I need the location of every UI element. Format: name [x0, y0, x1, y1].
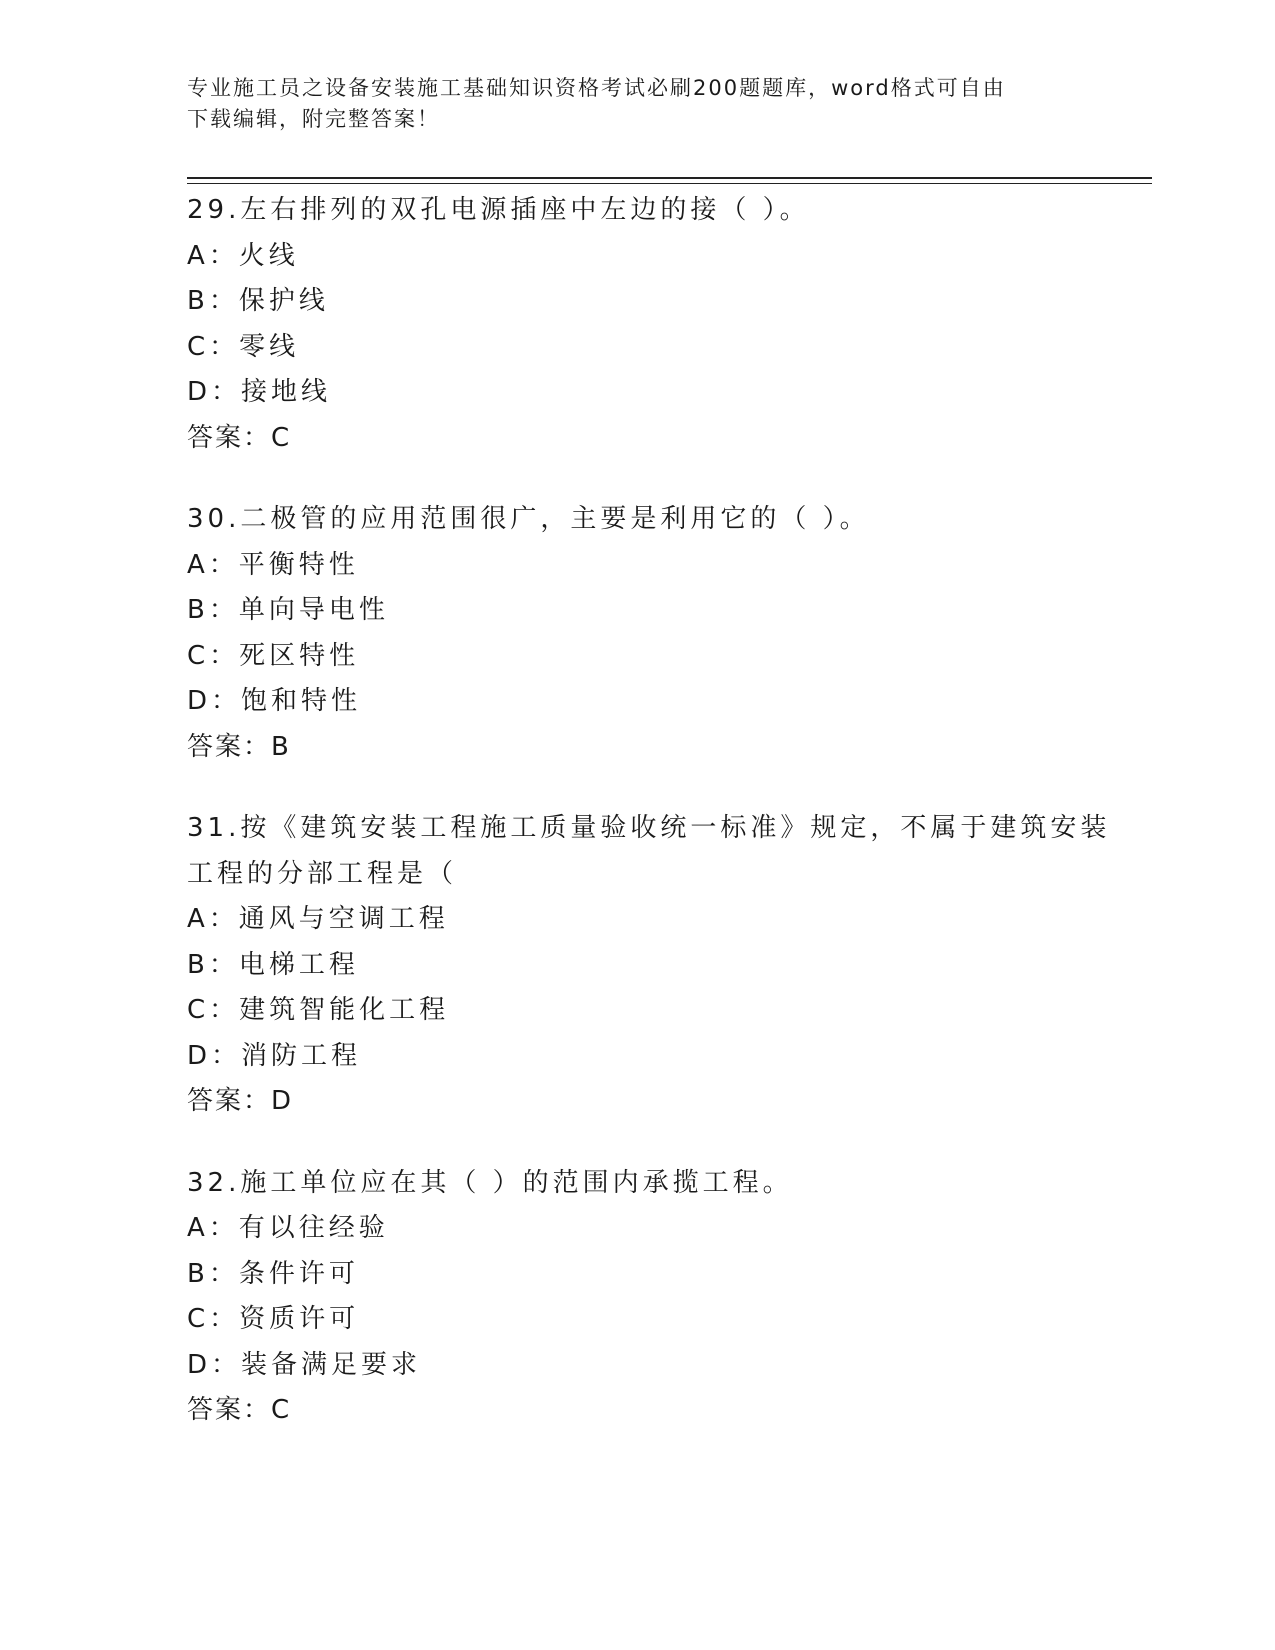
question-stem-line-2: 工程的分部工程是（ — [187, 858, 458, 889]
answer-value: D — [271, 1086, 293, 1116]
option-d: D：消防工程 — [187, 1040, 362, 1071]
answer-label: 答案： — [187, 1395, 272, 1425]
option-c: C：死区特性 — [187, 640, 360, 671]
answer-value: B — [271, 731, 290, 762]
option-c: C：零线 — [187, 331, 300, 362]
answer-label: 答案： — [187, 731, 272, 762]
question-29 — [187, 188, 1107, 461]
answer-line — [187, 725, 1107, 771]
question-list — [187, 188, 1111, 1470]
question-30 — [187, 497, 1107, 770]
option-c: C：资质许可 — [187, 1304, 360, 1334]
option-b: B：单向导电性 — [187, 595, 389, 625]
option-a: A：平衡特性 — [187, 549, 359, 580]
answer-value: C — [271, 1395, 291, 1425]
question-stem-line-1: 31.按《建筑安装工程施工质量验收统一标准》规定，不属于建筑安装 — [187, 813, 1111, 843]
option-b: B：电梯工程 — [187, 949, 359, 980]
answer-line — [187, 1388, 1107, 1434]
option-b: B：保护线 — [187, 286, 329, 316]
option-a: A：有以往经验 — [187, 1213, 389, 1243]
header-line-1: 专业施工员之设备安装施工基础知识资格考试必刷200题题库，word格式可自由 — [187, 76, 1006, 100]
question-32 — [187, 1161, 1107, 1434]
option-d: D：装备满足要求 — [187, 1349, 422, 1380]
question-31 — [187, 806, 1111, 1125]
document-header — [187, 73, 1077, 135]
header-rule-thin — [187, 183, 1152, 184]
option-d: D：接地线 — [187, 377, 332, 407]
answer-label: 答案： — [187, 1086, 272, 1116]
option-d: D：饱和特性 — [187, 686, 362, 716]
question-stem: 29.左右排列的双孔电源插座中左边的接（ ）。 — [187, 195, 810, 225]
answer-line — [187, 1079, 1107, 1125]
answer-line — [187, 416, 1107, 462]
option-a: A：火线 — [187, 240, 299, 271]
option-c: C：建筑智能化工程 — [187, 995, 450, 1025]
option-b: B：条件许可 — [187, 1258, 359, 1289]
question-stem: 30.二极管的应用范围很广，主要是利用它的（ ）。 — [187, 504, 870, 534]
header-line-2: 下载编辑，附完整答案！ — [187, 107, 440, 131]
answer-value: C — [271, 422, 291, 453]
question-stem: 32.施工单位应在其（ ）的范围内承揽工程。 — [187, 1167, 793, 1198]
answer-label: 答案： — [187, 422, 272, 453]
header-rule-thick — [187, 177, 1152, 179]
option-a: A：通风与空调工程 — [187, 904, 449, 934]
